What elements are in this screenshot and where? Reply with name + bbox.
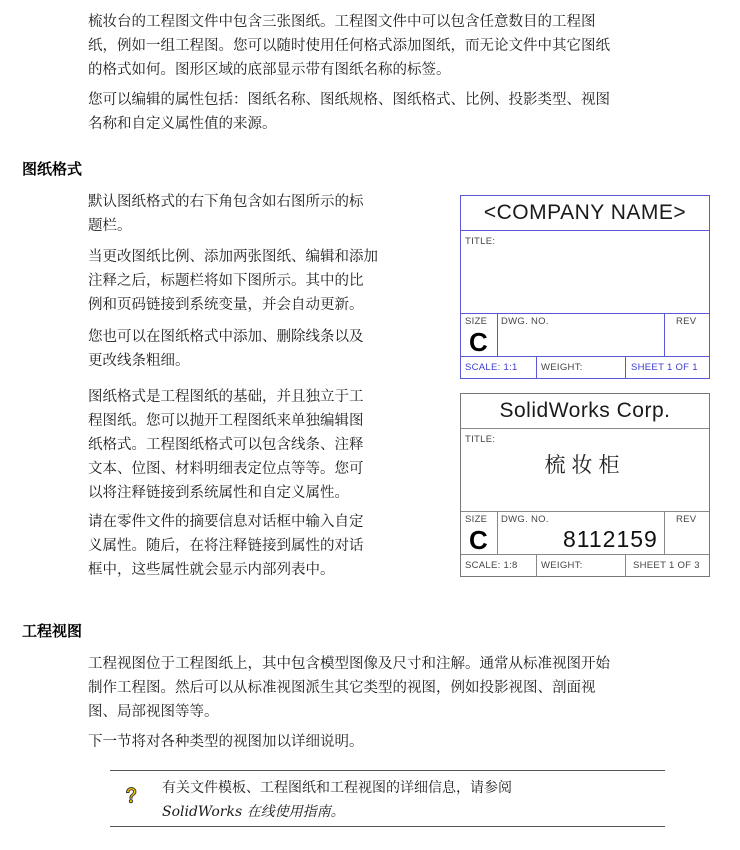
text-line: 默认图纸格式的右下角包含如右图所示的标: [88, 194, 364, 210]
sheet-label: SHEET 1 OF 1: [631, 362, 698, 373]
weight-label: WEIGHT:: [541, 362, 583, 373]
rev-label: REV: [676, 316, 697, 327]
sheet-format-paragraph-4: [88, 385, 364, 505]
rev-label: REV: [676, 514, 697, 525]
divider: [461, 511, 709, 512]
text-line: 名称和自定义属性值的来源。: [88, 116, 277, 132]
question-icon: [122, 786, 140, 804]
text-line: 更改线条粗细。: [88, 353, 190, 369]
company-name: SolidWorks Corp.: [461, 394, 709, 429]
divider: [536, 554, 537, 577]
sheet-format-paragraph-1: [88, 190, 364, 238]
text-line: 纸，例如一组工程图。您可以随时使用任何格式添加图纸，而无论文件中其它图纸: [88, 38, 610, 54]
title-value: 梳妆柜: [544, 453, 626, 477]
text-line: 义属性。随后，在将注释链接到属性的对话: [88, 538, 364, 554]
text-line: 制作工程图。然后可以从标准视图派生其它类型的视图，例如投影视图、剖面视: [88, 680, 596, 696]
size-value: C: [469, 525, 488, 555]
size-value: C: [469, 327, 488, 357]
dwg-no-label: DWG. NO.: [501, 514, 549, 525]
intro-paragraph-1: [88, 10, 610, 82]
text-line: 纸格式。工程图纸格式可以包含线条、注释: [88, 437, 364, 453]
divider: [461, 554, 709, 555]
size-label: SIZE: [465, 514, 488, 525]
note-line-1: 有关文件模板、工程图纸和工程视图的详细信息，请参阅: [162, 780, 512, 796]
divider: [625, 356, 626, 379]
text-line: 您可以编辑的属性包括：图纸名称、图纸规格、图纸格式、比例、投影类型、视图: [88, 92, 610, 108]
drawing-views-paragraph-1: [88, 652, 610, 724]
company-name: <COMPANY NAME>: [461, 196, 709, 231]
text-line: 图纸格式是工程图纸的基础，并且独立于工: [88, 389, 364, 405]
text-line: 您也可以在图纸格式中添加、删除线条以及: [88, 329, 364, 345]
sheet-format-paragraph-3: [88, 325, 364, 373]
divider: [664, 313, 665, 356]
text-line: 工程视图位于工程图纸上，其中包含模型图像及尺寸和注解。通常从标准视图开始: [88, 656, 610, 672]
size-label: SIZE: [465, 316, 488, 327]
text-line: 以将注释链接到系统属性和自定义属性。: [88, 485, 349, 501]
title-block-default: [460, 195, 710, 379]
note-top-rule: [110, 770, 665, 771]
text-line: 当更改图纸比例、添加两张图纸、编辑和添加: [88, 249, 378, 265]
scale-label: SCALE: 1:1: [465, 362, 518, 373]
divider: [461, 356, 709, 357]
text-line: 例和页码链接到系统变量，并会自动更新。: [88, 297, 364, 313]
text-line: 框中，这些属性就会显示内部列表中。: [88, 562, 335, 578]
note-text: [162, 776, 512, 824]
divider: [497, 511, 498, 554]
dwg-no-label: DWG. NO.: [501, 316, 549, 327]
text-line: 题栏。: [88, 218, 132, 234]
intro-paragraph-2: [88, 88, 610, 136]
note-bottom-rule: [110, 826, 665, 827]
dwg-no-value: 8112159: [563, 526, 658, 552]
divider: [497, 313, 498, 356]
divider: [664, 511, 665, 554]
sheet-label: SHEET 1 OF 3: [633, 560, 700, 571]
text-line: 图、局部视图等等。: [88, 704, 219, 720]
divider: [461, 313, 709, 314]
text-line: 程图纸。您可以抛开工程图纸来单独编辑图: [88, 413, 364, 429]
text-line: 的格式如何。图形区域的底部显示带有图纸名称的标签。: [88, 62, 451, 78]
scale-label: SCALE: 1:8: [465, 560, 518, 571]
divider: [625, 554, 626, 577]
drawing-views-paragraph-2: 下一节将对各种类型的视图加以详细说明。: [88, 734, 364, 750]
section-heading-drawing-views: 工程视图: [22, 622, 83, 640]
sheet-format-paragraph-2: [88, 245, 378, 317]
text-line: 请在零件文件的摘要信息对话框中输入自定: [88, 514, 364, 530]
weight-label: WEIGHT:: [541, 560, 583, 571]
sheet-format-paragraph-5: [88, 510, 364, 582]
divider: [536, 356, 537, 379]
title-label: TITLE:: [465, 236, 496, 247]
text-line: 注释之后，标题栏将如下图所示。其中的比: [88, 273, 364, 289]
title-label: TITLE:: [465, 434, 496, 445]
section-heading-sheet-format: 图纸格式: [22, 160, 83, 178]
text-line: 梳妆台的工程图文件中包含三张图纸。工程图文件中可以包含任意数目的工程图: [88, 14, 596, 30]
title-block-updated: [460, 393, 710, 577]
text-line: 文本、位图、材料明细表定位点等等。您可: [88, 461, 364, 477]
note-line-2: SolidWorks 在线使用指南。: [162, 804, 345, 820]
